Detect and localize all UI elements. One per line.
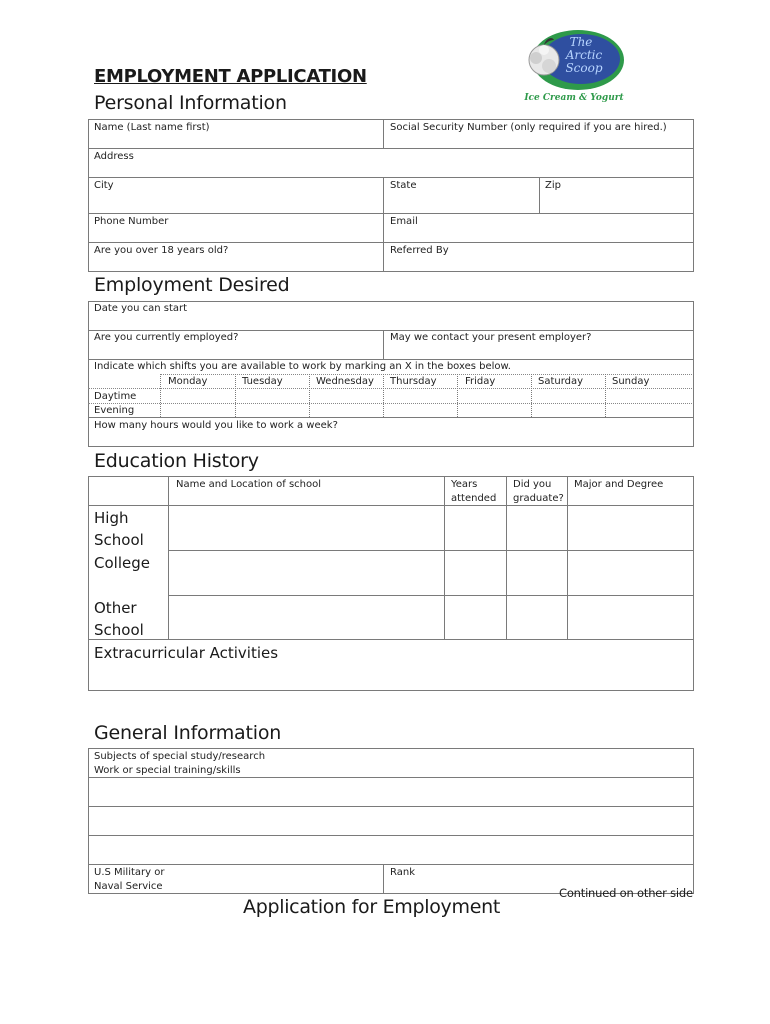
general-info-line[interactable]: [89, 836, 692, 863]
shift-checkbox[interactable]: [532, 389, 604, 402]
shift-label-daytime: Daytime: [94, 391, 137, 402]
general-info-line[interactable]: [89, 807, 692, 834]
name-label: Name (Last name first): [94, 122, 210, 133]
shift-checkbox[interactable]: [532, 404, 604, 416]
col-header-school: Name and Location of school: [176, 479, 322, 490]
training-label: Work or special training/skills: [94, 765, 241, 776]
ssn-label: Social Security Number (only required if you are hired.): [390, 122, 667, 133]
shift-checkbox[interactable]: [161, 389, 234, 402]
shift-checkbox[interactable]: [310, 404, 382, 416]
referred-by-label: Referred By: [390, 245, 449, 256]
currently-employed-label: Are you currently employed?: [94, 332, 239, 343]
form-title: EMPLOYMENT APPLICATION: [94, 66, 367, 87]
other-school-major-field[interactable]: [569, 597, 692, 638]
military-label-1: U.S Military or: [94, 867, 165, 878]
col-header-graduate-2: graduate?: [513, 493, 564, 504]
start-date-label: Date you can start: [94, 303, 188, 314]
logo-line2: Arctic: [565, 48, 603, 62]
logo-line1: The: [569, 35, 593, 49]
city-field[interactable]: [89, 178, 382, 212]
row-label-other-1: Other: [94, 599, 137, 617]
city-label: City: [94, 180, 114, 191]
shift-checkbox[interactable]: [606, 389, 692, 402]
company-logo: [514, 26, 634, 108]
section-heading-general: General Information: [94, 722, 282, 744]
college-years-field[interactable]: [446, 552, 505, 594]
col-header-years-2: attended: [451, 493, 497, 504]
col-header-graduate-1: Did you: [513, 479, 552, 490]
shift-checkbox[interactable]: [161, 404, 234, 416]
rank-label: Rank: [390, 867, 415, 878]
row-label-college: College: [94, 554, 150, 572]
col-header-years-1: Years: [451, 479, 478, 490]
row-label-high-school-2: School: [94, 531, 144, 549]
shift-checkbox[interactable]: [458, 404, 530, 416]
section-heading-employment: Employment Desired: [94, 274, 290, 296]
logo-icon: [514, 26, 634, 108]
day-header-friday: Friday: [465, 376, 496, 387]
college-graduate-field[interactable]: [508, 552, 566, 594]
shift-label-evening: Evening: [94, 405, 135, 416]
address-field[interactable]: [89, 149, 692, 176]
shift-checkbox[interactable]: [236, 404, 308, 416]
row-label-other-2: School: [94, 621, 144, 639]
extracurricular-label: Extracurricular Activities: [94, 644, 279, 662]
zip-label: Zip: [545, 180, 561, 191]
extracurricular-field[interactable]: [89, 664, 692, 690]
day-header-monday: Monday: [168, 376, 208, 387]
logo-line3: Scoop: [565, 61, 603, 75]
state-label: State: [390, 180, 417, 191]
other-school-years-field[interactable]: [446, 597, 505, 638]
day-header-sunday: Sunday: [612, 376, 650, 387]
high-school-years-field[interactable]: [446, 507, 505, 549]
contact-employer-label: May we contact your present employer?: [390, 332, 592, 343]
col-header-major: Major and Degree: [574, 479, 664, 490]
logo-tagline: Ice Cream & Yogurt: [524, 93, 624, 103]
section-heading-personal: Personal Information: [94, 92, 287, 114]
general-info-line[interactable]: [89, 778, 692, 805]
address-label: Address: [94, 151, 134, 162]
email-field[interactable]: [384, 214, 692, 241]
day-header-thursday: Thursday: [390, 376, 437, 387]
day-header-saturday: Saturday: [538, 376, 584, 387]
day-header-wednesday: Wednesday: [316, 376, 374, 387]
subjects-label: Subjects of special study/research: [94, 751, 266, 762]
email-label: Email: [390, 216, 418, 227]
shift-checkbox[interactable]: [606, 404, 692, 416]
military-label-2: Naval Service: [94, 881, 163, 892]
other-school-name-field[interactable]: [170, 597, 443, 638]
college-major-field[interactable]: [569, 552, 692, 594]
shift-checkbox[interactable]: [236, 389, 308, 402]
high-school-major-field[interactable]: [569, 507, 692, 549]
hours-per-week-label: How many hours would you like to work a week?: [94, 420, 338, 431]
shifts-instruction: Indicate which shifts you are available to work by marking an X in the boxes below.: [94, 361, 511, 372]
college-name-field[interactable]: [170, 552, 443, 594]
footer-title: Application for Employment: [243, 896, 500, 918]
continued-note: Continued on other side: [559, 886, 693, 900]
over18-label: Are you over 18 years old?: [94, 245, 229, 256]
high-school-name-field[interactable]: [170, 507, 443, 549]
high-school-graduate-field[interactable]: [508, 507, 566, 549]
shift-checkbox[interactable]: [458, 389, 530, 402]
phone-label: Phone Number: [94, 216, 169, 227]
shift-checkbox[interactable]: [384, 389, 456, 402]
zip-field[interactable]: [540, 178, 692, 212]
row-label-high-school-1: High: [94, 509, 129, 527]
day-header-tuesday: Tuesday: [242, 376, 283, 387]
other-school-graduate-field[interactable]: [508, 597, 566, 638]
section-heading-education: Education History: [94, 450, 259, 472]
shift-checkbox[interactable]: [384, 404, 456, 416]
shift-checkbox[interactable]: [310, 389, 382, 402]
